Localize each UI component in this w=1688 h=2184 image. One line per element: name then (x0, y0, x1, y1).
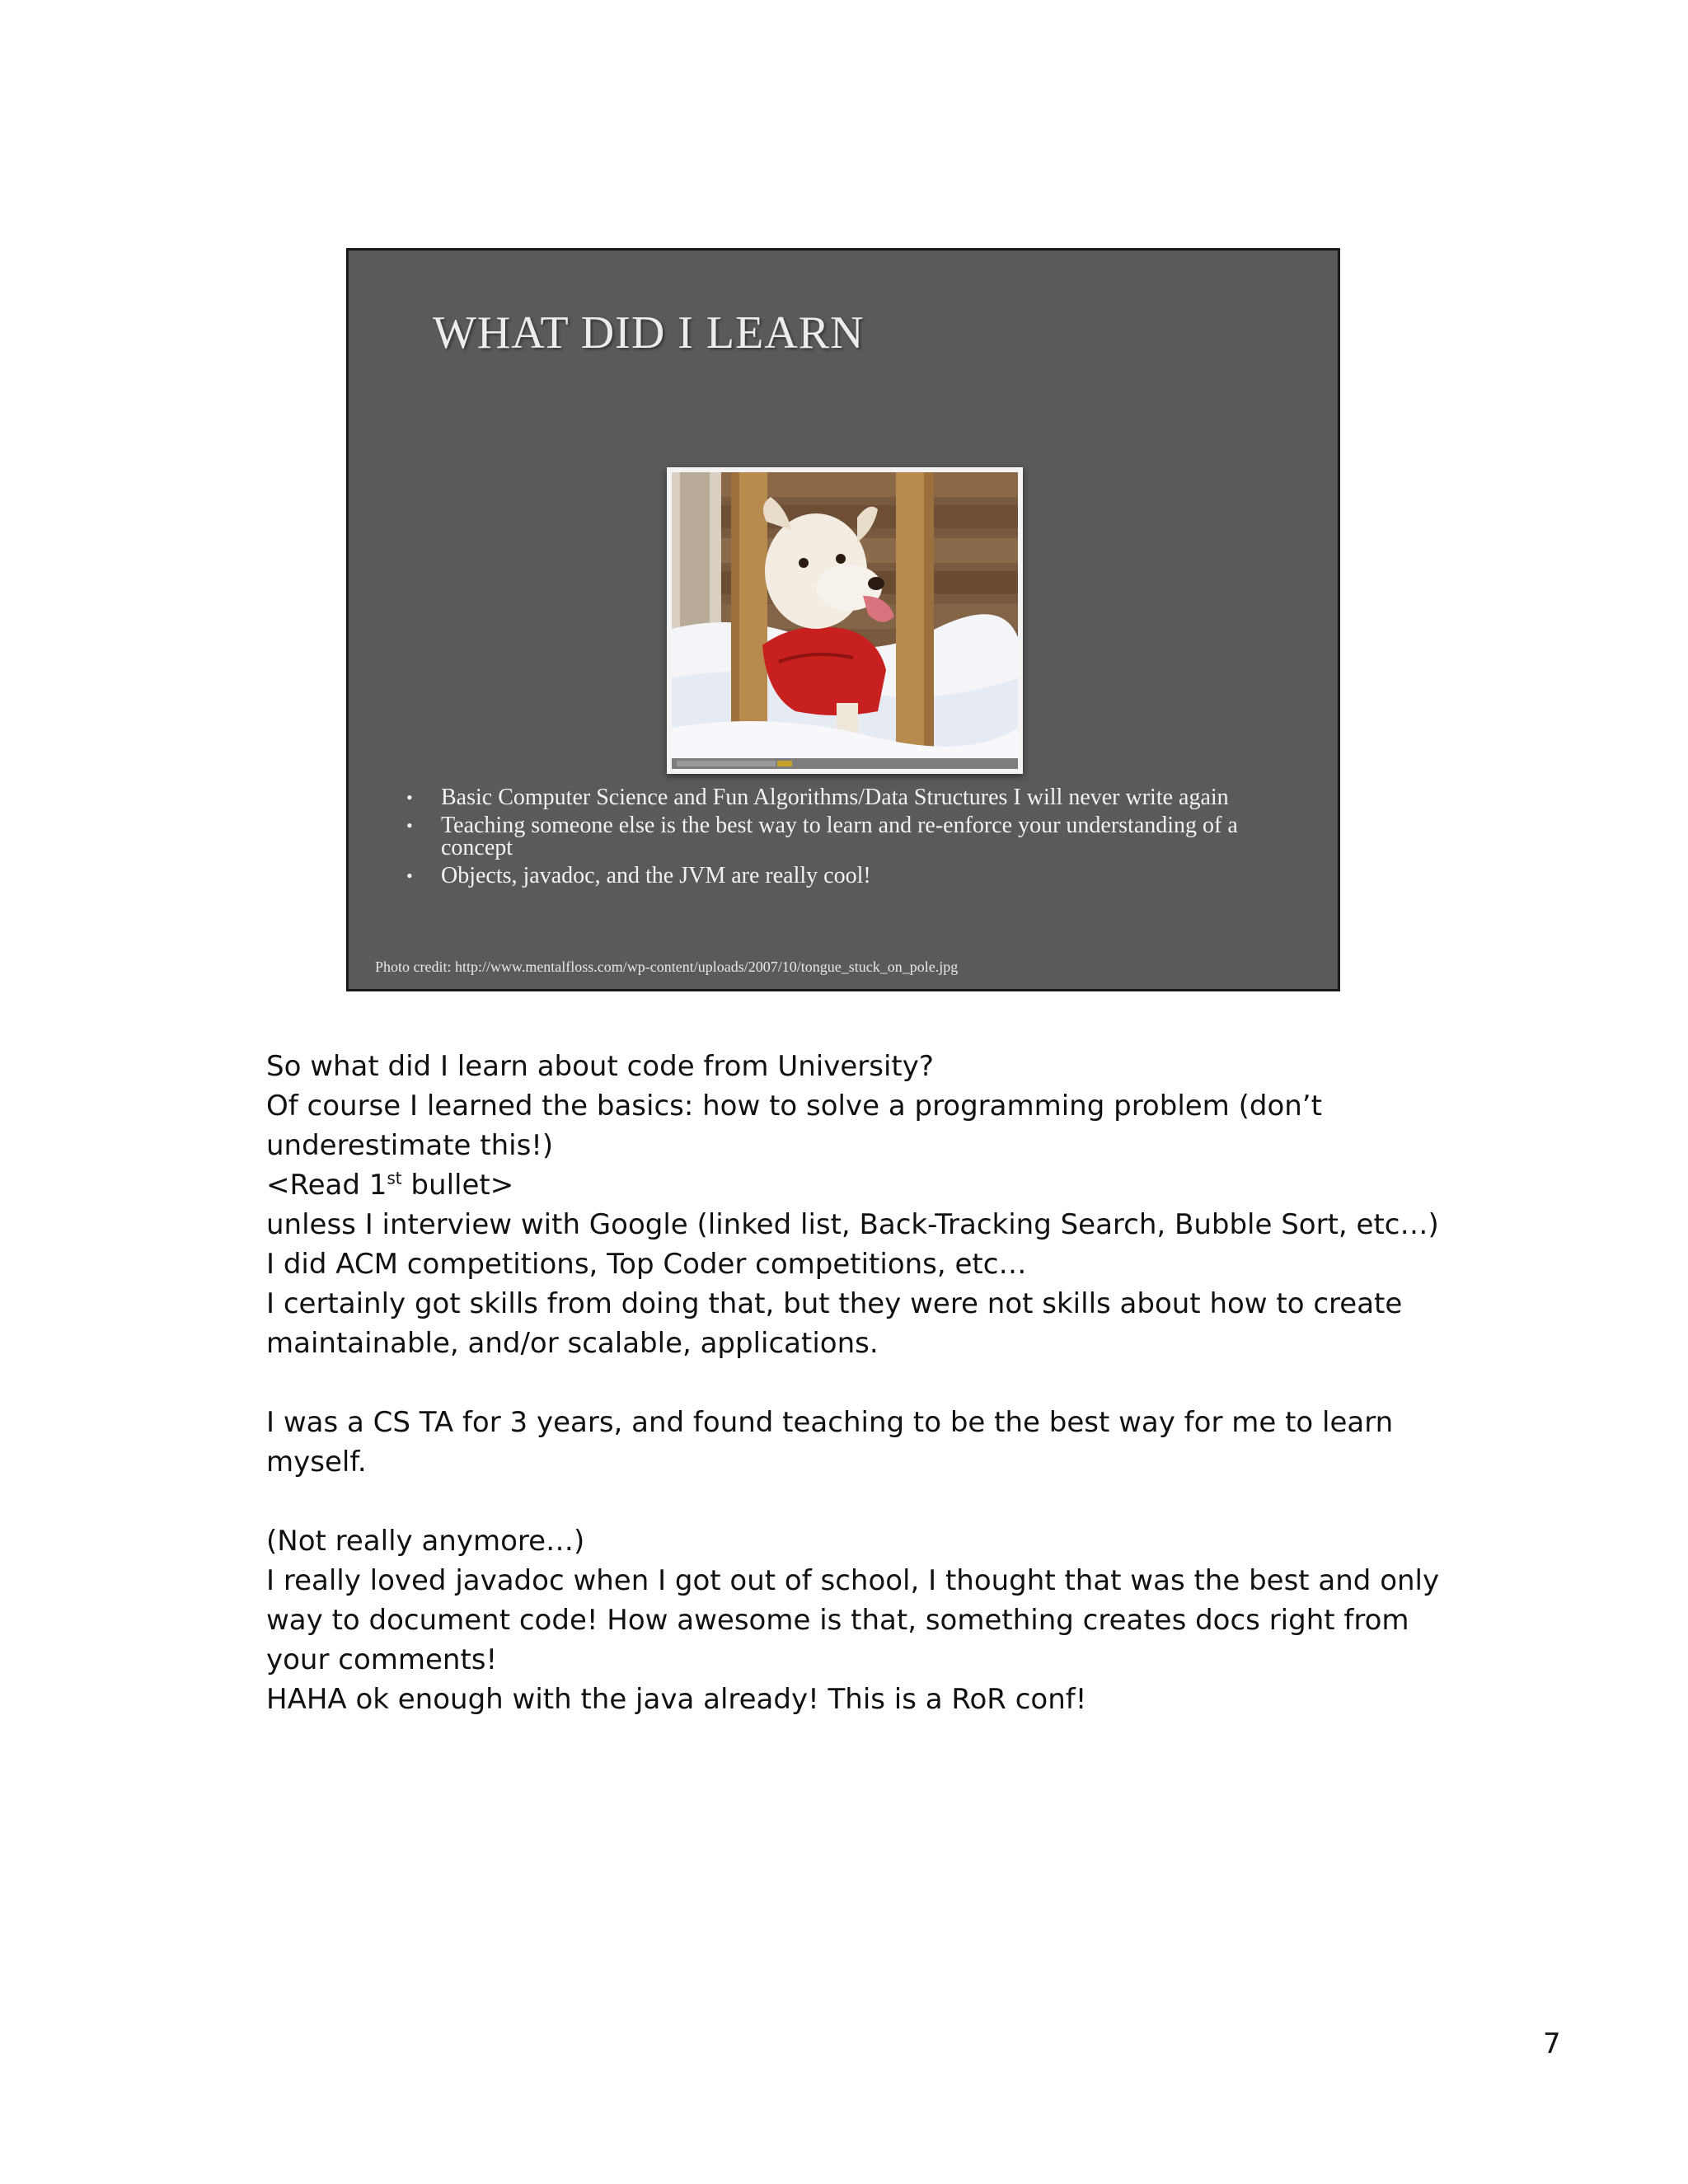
notes-line-prefix: <Read 1 (266, 1169, 387, 1202)
notes-superscript: st (387, 1168, 402, 1188)
notes-line: maintainable, and/or scalable, applications. (266, 1327, 879, 1360)
notes-line: Of course I learned the basics: how to solve a programming problem (don’t (266, 1090, 1322, 1122)
bullet-icon: • (406, 865, 413, 886)
slide-thumbnail (346, 248, 1340, 991)
paragraph-gap (266, 1482, 1420, 1521)
slide-bullet-text: Objects, javadoc, and the JVM are really cool! (441, 863, 871, 888)
slide-bullet (398, 814, 1272, 859)
notes-line-suffix: bullet> (401, 1169, 514, 1202)
notes-line: way to document code! How awesome is that, something creates docs right from (266, 1604, 1409, 1637)
bullet-icon: • (406, 815, 413, 836)
notes-line: I certainly got skills from doing that, but they were not skills about how to create (266, 1287, 1403, 1320)
slide-title: WHAT DID I LEARN (433, 307, 865, 359)
slide-bullet-text: Teaching someone else is the best way to learn and re-enforce your understanding of a concept (441, 813, 1238, 860)
slide-bullet (398, 786, 1272, 808)
slide-bullet (398, 865, 1272, 887)
notes-line: your comments! (266, 1643, 498, 1676)
notes-line: unless I interview with Google (linked list, Back-Tracking Search, Bubble Sort, etc…) (266, 1208, 1439, 1241)
notes-line: (Not really anymore…) (266, 1525, 585, 1558)
page-number: 7 (1543, 2027, 1561, 2060)
bullet-icon: • (406, 787, 413, 808)
notes-line: HAHA ok enough with the java already! This is a RoR conf! (266, 1683, 1087, 1716)
speaker-notes (266, 1047, 1440, 1719)
paragraph-gap (266, 1363, 1420, 1403)
notes-line: I was a CS TA for 3 years, and found teaching to be the best way for me to learn (266, 1406, 1394, 1439)
photo-credit: Photo credit: http://www.mentalfloss.com/wp-content/uploads/2007/10/tongue_stuck_on_pole.jpg (375, 958, 959, 975)
dog-photo-image (672, 472, 1018, 769)
notes-line: I really loved javadoc when I got out of school, I thought that was the best and only (266, 1564, 1440, 1597)
notes-line: underestimate this!) (266, 1129, 554, 1162)
slide-bullet-list (398, 786, 1272, 893)
slide-photo (667, 467, 1023, 774)
notes-line (266, 1165, 1420, 1205)
notes-line: myself. (266, 1446, 367, 1479)
notes-line: So what did I learn about code from University? (266, 1050, 934, 1083)
slide-bullet-text: Basic Computer Science and Fun Algorithms/Data Structures I will never write again (441, 785, 1229, 810)
notes-line: I did ACM competitions, Top Coder competitions, etc… (266, 1248, 1027, 1281)
